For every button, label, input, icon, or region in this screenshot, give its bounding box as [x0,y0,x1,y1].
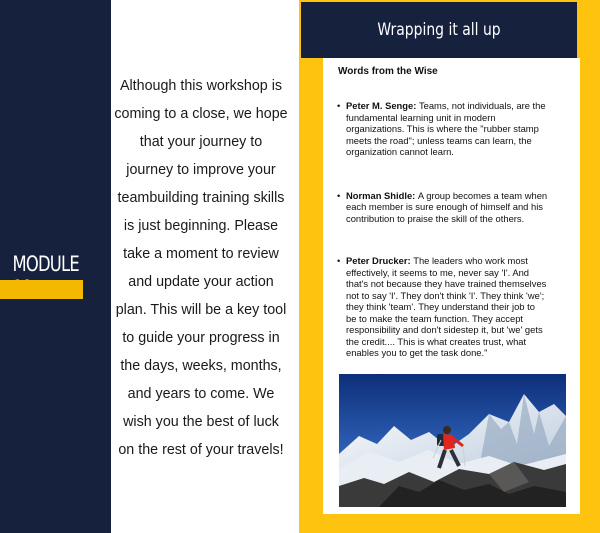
quote-text: they think 'team'. They understand their job to [346,301,535,312]
quote-text: organization cannot learn. [346,146,454,157]
quote-text: contribution to praise the skill of the others. [346,212,525,224]
quote-text: fundamental learning unit in modern [346,111,496,123]
quote-text: that's not because they have trained themselves [346,278,547,289]
bullet-icon: • [337,189,341,201]
quote-text: A group becomes a team when [417,189,548,201]
intro-paragraph [111,72,291,464]
quote-text: effectively, it seems to me, never say 'I'. And [346,266,529,278]
quote-item [337,190,577,225]
intro-line: teambuilding training skills [117,190,285,206]
mountain-climber-photo [339,374,566,507]
intro-line: journey to improve your [126,162,276,178]
intro-line: and update your action [128,274,274,290]
page-title: Wrapping it all up [377,20,501,40]
quote-text: The leaders who work most [413,255,528,266]
quote-item [337,255,577,359]
intro-line: the days, weeks, months, [120,358,282,374]
quote-text: be to make the team function. They accept [346,312,524,324]
quote-text: each member is sure enough of himself and his [346,201,543,212]
intro-line: to guide your progress in [122,330,280,346]
bullet-icon: • [337,255,341,266]
intro-line: take a moment to review [123,246,279,262]
bullet-icon: • [337,100,341,111]
header-bar [301,2,577,58]
intro-line: wish you the best of luck [123,414,279,430]
intro-line: and years to come. We [127,386,275,402]
intro-line: on the rest of your travels! [118,442,284,458]
quote-text: organizations. This is where the "rubber stamp [346,123,539,134]
module-underline-bar [0,280,83,299]
quote-text: Teams, not individuals, are the [418,100,546,111]
card-title: Words from the Wise [338,66,438,77]
intro-line: is just beginning. Please [123,218,279,234]
quotes-list [337,100,577,359]
quote-text: the credit.... This is what creates trust, what [346,335,527,347]
quote-author: Peter Drucker: [346,255,414,266]
intro-line: that your journey to [139,134,263,150]
quote-item [337,100,577,158]
intro-line: coming to a close, we hope [114,106,288,122]
intro-line: plan. This will be a key tool [115,302,287,318]
intro-line: Although this workshop is [119,78,283,94]
quote-text: responsibility and don't sidestep it, but 'we' gets [346,324,543,335]
quote-text: not to say 'I'. They don't think 'I'. They think 'we'; [346,289,545,301]
quote-text: meets the road"; unless teams can learn, the [346,134,532,146]
quotes-card [323,58,580,514]
module-label: MODULE [12,252,79,276]
quote-author: Peter M. Senge: [346,100,419,111]
quote-author: Norman Shidle: [346,189,418,201]
quote-text: enables you to get the task done." [346,347,488,358]
